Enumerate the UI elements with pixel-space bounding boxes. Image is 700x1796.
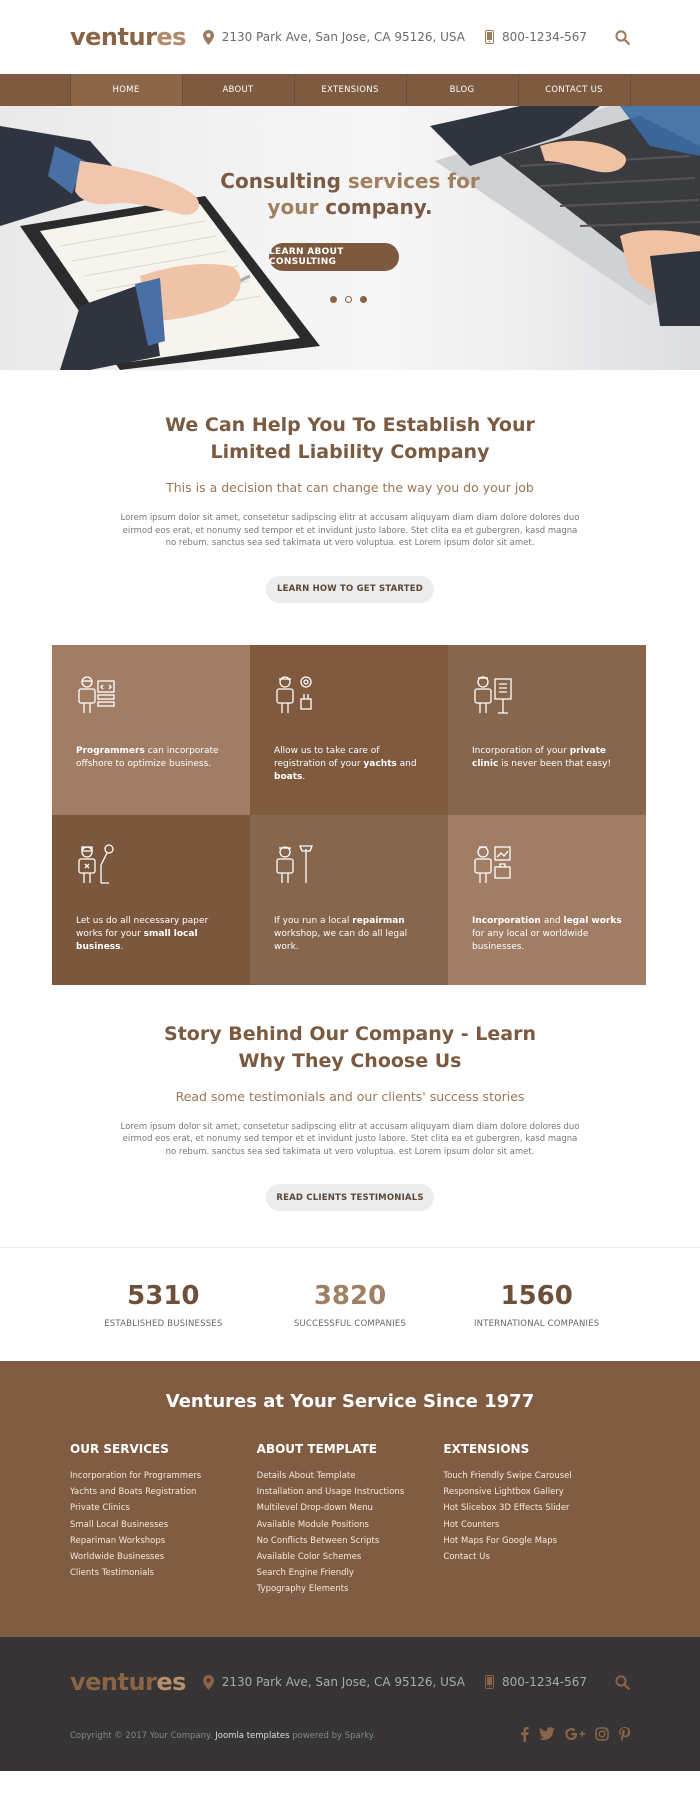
service-text: is never been that easy! (498, 758, 612, 769)
service-text: . (120, 941, 124, 952)
footer-link[interactable]: Clients Testimonials (70, 1568, 155, 1579)
intro-subtitle: This is a decision that can change the way you do your job (166, 480, 534, 495)
location-pin-icon (203, 1675, 214, 1690)
doctor-icon (472, 673, 622, 717)
services-grid (52, 645, 648, 985)
footer-link[interactable]: Multilevel Drop-down Menu (256, 1503, 373, 1514)
service-text: If you run a local (274, 915, 353, 926)
service-card[interactable] (448, 815, 646, 985)
footer-logo[interactable] (70, 1668, 186, 1696)
stat-item (70, 1281, 257, 1329)
address-text: 2130 Park Ave, San Jose, CA 95126, USA (221, 30, 465, 44)
slider-dot-1[interactable] (330, 296, 337, 303)
footer-address (203, 1675, 465, 1690)
nav-about[interactable]: ABOUT (183, 74, 295, 106)
main-nav (0, 74, 700, 106)
footer-title: Ventures at Your Service Since 1977 (165, 1391, 535, 1412)
facebook-icon[interactable] (520, 1727, 529, 1745)
footer-link[interactable]: Touch Friendly Swipe Carousel (443, 1471, 572, 1481)
service-text: Incorporation of your (472, 745, 570, 756)
service-text-bold: private clinic (472, 745, 606, 769)
location-pin-icon (203, 30, 214, 45)
address-text: 2130 Park Ave, San Jose, CA 95126, USA (221, 1675, 465, 1689)
slider-dot-2[interactable] (345, 296, 352, 303)
nav-contact[interactable]: CONTACT US (519, 74, 631, 106)
footer-link[interactable]: Search Engine Friendly (256, 1568, 354, 1579)
hero-slider (0, 106, 700, 370)
stat-label: ESTABLISHED BUSINESSES (104, 1318, 223, 1329)
story-text: Lorem ipsum dolor sit amet, consetetur sadipscing elitr at accusam aliquyam diam diam dolore dolores duo eirmod eos erat, et nonumy sed tempor et et invidunt justo labore. Stet clita ea et gubergren, kasd magna no rebum. sanctus sea sed takimata ut vero voluptua. est Lorem ipsum dolor sit amet. (120, 1121, 580, 1157)
logo[interactable] (70, 23, 186, 51)
footer-link[interactable]: Hot Counters (443, 1519, 500, 1530)
service-text: for any local or worldwide businesses. (472, 928, 589, 952)
footer-link[interactable]: Typography Elements (256, 1584, 349, 1595)
social-links (520, 1727, 630, 1745)
google-plus-icon[interactable] (565, 1727, 585, 1745)
footer-link[interactable]: Worldwide Businesses (70, 1552, 165, 1563)
learn-about-consulting-button[interactable]: LEARN ABOUT CONSULTING (269, 243, 399, 271)
intro-title (120, 412, 580, 466)
stat-item (443, 1281, 630, 1329)
footer-column-services (70, 1442, 257, 1598)
copyright-text: Copyright © 2017 Your Company. (70, 1731, 216, 1741)
hero-line2b: company. (325, 195, 433, 219)
footer-column-title: OUR SERVICES (70, 1442, 169, 1456)
service-text: and (396, 758, 417, 769)
service-text-bold: yachts (363, 758, 397, 769)
footer-link[interactable]: Responsive Lightbox Gallery (443, 1487, 564, 1498)
footer-link[interactable]: Private Clinics (70, 1503, 130, 1514)
footer-link[interactable]: No Conflicts Between Scripts (256, 1535, 380, 1546)
story-title-line1: Story Behind Our Company - Learn (164, 1022, 536, 1045)
service-text-bold: Programmers (76, 745, 145, 756)
logo-text-accent: es (156, 23, 186, 51)
service-text-bold: boats (274, 771, 303, 782)
cleaner-icon (274, 843, 424, 887)
header-address (203, 30, 465, 45)
intro-section (0, 370, 700, 645)
footer-link[interactable]: Hot Maps For Google Maps (443, 1535, 558, 1546)
footer-link[interactable]: Hot Slicebox 3D Effects Slider (443, 1503, 570, 1514)
copyright (70, 1731, 375, 1741)
service-text-bold: repairman (352, 915, 405, 926)
stat-item (257, 1281, 444, 1329)
service-text: workshop, we can do all legal work. (274, 928, 408, 952)
header-phone (485, 30, 587, 44)
gardener-icon (274, 673, 424, 717)
read-testimonials-button[interactable]: READ CLIENTS TESTIMONIALS (266, 1184, 434, 1211)
footer-phone (485, 1675, 587, 1689)
intro-text: Lorem ipsum dolor sit amet, consetetur sadipscing elitr at accusam aliquyam diam diam dolore dolores duo eirmod eos erat, et nonumy sed tempor et et invidunt justo labore. Stet clita ea et gubergren, kasd magna no rebum. sanctus sea sed takimata ut vero voluptua. est Lorem ipsum dolor sit amet. (120, 513, 580, 548)
intro-title-line1: We Can Help You To Establish Your (165, 414, 535, 436)
footer-column-title: EXTENSIONS (443, 1442, 530, 1456)
hero-line1a: Consulting (220, 169, 348, 193)
service-card[interactable] (250, 815, 448, 985)
service-card[interactable] (448, 645, 646, 815)
nav-extensions[interactable]: EXTENSIONS (295, 74, 407, 106)
footer-bottom (0, 1637, 700, 1771)
footer-links (0, 1361, 700, 1637)
service-text: can incorporate offshore to optimize business. (76, 745, 219, 769)
twitter-icon[interactable] (539, 1727, 555, 1745)
footer-column-extensions (443, 1442, 630, 1598)
service-text-bold: small local business (76, 928, 198, 952)
nurse-icon (76, 843, 226, 887)
footer-link[interactable]: Available Module Positions (256, 1519, 369, 1530)
service-card[interactable] (52, 645, 250, 815)
instagram-icon[interactable] (595, 1727, 609, 1745)
nav-home[interactable]: HOME (71, 74, 183, 106)
footer-link[interactable]: Details About Template (256, 1471, 356, 1481)
site-header (0, 0, 700, 74)
story-title-line2: Why They Choose Us (238, 1049, 462, 1072)
intro-title-line2: Limited Liability Company (210, 441, 490, 463)
service-text: and (540, 915, 564, 926)
slider-dot-3[interactable] (360, 296, 367, 303)
hero-line1b: services for (347, 169, 480, 193)
logo-text: ventur (70, 23, 157, 51)
search-icon[interactable] (615, 30, 630, 45)
nav-blog[interactable]: BLOG (407, 74, 519, 106)
service-card[interactable] (52, 815, 250, 985)
phone-icon (485, 1675, 494, 1689)
service-text-bold: legal works (563, 915, 622, 926)
service-card[interactable] (250, 645, 448, 815)
story-subtitle: Read some testimonials and our clients' success stories (175, 1088, 525, 1104)
footer-link[interactable]: Small Local Businesses (70, 1519, 169, 1530)
stat-number: 5310 (127, 1280, 200, 1311)
service-text: . (302, 771, 306, 782)
logo-text-accent: es (156, 1668, 186, 1696)
stats-counters (0, 1247, 700, 1361)
service-text: Allow us to take care of registration of your (274, 745, 380, 769)
hero-line2a: your (267, 195, 326, 219)
footer-link[interactable]: Installation and Usage Instructions (256, 1487, 405, 1498)
joomla-templates-link[interactable]: Joomla templates (215, 1731, 290, 1741)
story-title (120, 1021, 580, 1075)
footer-link[interactable]: Incorporation for Programmers (70, 1471, 202, 1481)
logo-text: ventur (70, 1668, 157, 1696)
learn-how-button[interactable]: LEARN HOW TO GET STARTED (266, 576, 434, 603)
search-icon[interactable] (615, 1675, 630, 1690)
stat-label: SUCCESSFUL COMPANIES (293, 1318, 407, 1329)
footer-column-about (257, 1442, 444, 1598)
footer-link[interactable]: Yachts and Boats Registration (70, 1487, 197, 1498)
story-section (0, 985, 700, 1248)
footer-link[interactable]: Available Color Schemes (256, 1552, 362, 1563)
businessman-icon (472, 843, 622, 887)
programmer-icon (76, 673, 226, 717)
hero-headline (0, 168, 700, 220)
copyright-text: powered by Sparky. (289, 1731, 376, 1741)
pinterest-icon[interactable] (619, 1727, 630, 1745)
service-text-bold: Incorporation (472, 915, 541, 926)
hero-image (0, 106, 700, 370)
footer-link[interactable]: Contact Us (443, 1552, 490, 1563)
footer-column-title: ABOUT TEMPLATE (256, 1442, 377, 1456)
service-text: Let us do all necessary paper works for your (76, 915, 209, 939)
footer-link[interactable]: Repariman Workshops (70, 1535, 166, 1546)
stat-label: INTERNATIONAL COMPANIES (473, 1318, 600, 1329)
stat-number: 3820 (313, 1280, 387, 1311)
phone-text: 800-1234-567 (501, 1675, 587, 1689)
phone-text: 800-1234-567 (501, 30, 587, 44)
slider-dots (330, 296, 367, 303)
phone-icon (485, 30, 494, 44)
stat-number: 1560 (500, 1280, 573, 1311)
